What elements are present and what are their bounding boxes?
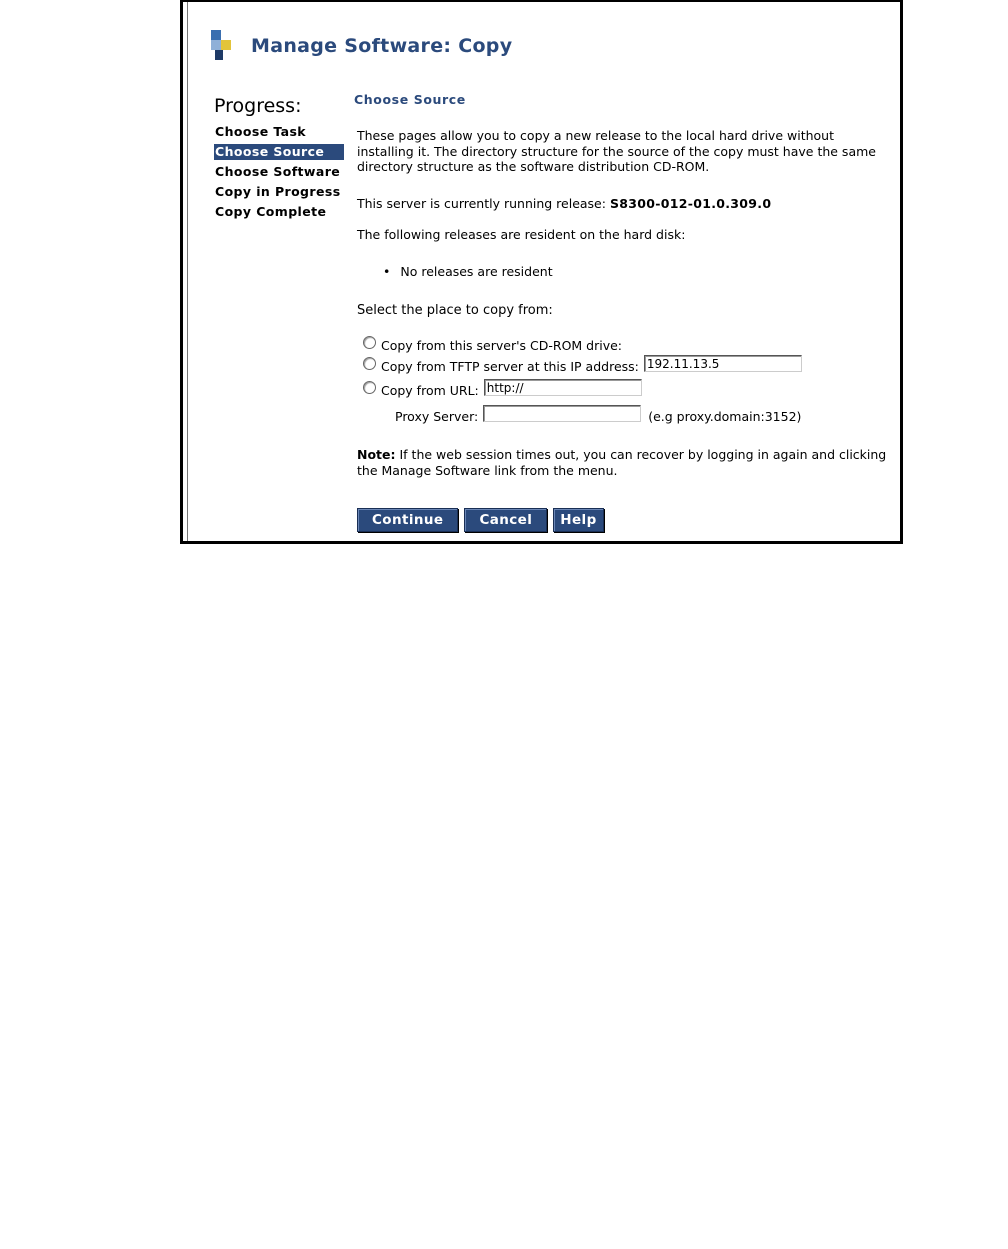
proxy-label: Proxy Server: [395, 409, 479, 424]
cancel-button[interactable]: Cancel [464, 508, 547, 532]
progress-steps [214, 122, 344, 222]
button-bar [357, 508, 604, 532]
cdrom-radio[interactable] [363, 336, 376, 349]
continue-button[interactable]: Continue [357, 508, 458, 532]
window-edge-marker [900, 500, 903, 508]
resident-releases-list [383, 264, 553, 279]
progress-heading: Progress: [214, 95, 302, 117]
intro-text: These pages allow you to copy a new release to the local hard drive without installing it. The directory structure for the source of the copy must have the same directory structure as the software distribution CD-ROM. [357, 128, 876, 174]
window-content [187, 2, 900, 541]
proxy-hint: (e.g proxy.domain:3152) [648, 409, 802, 424]
proxy-row [395, 408, 801, 425]
progress-step-choose-source: Choose Source [214, 144, 344, 160]
running-release-label: This server is currently running release: [357, 196, 606, 211]
running-release-value: S8300-012-01.0.309.0 [609, 196, 772, 211]
select-source-label: Select the place to copy from: [357, 303, 553, 318]
url-radio[interactable] [363, 381, 376, 394]
proxy-input[interactable] [483, 405, 641, 422]
option-tftp [363, 358, 802, 375]
resident-releases-label: The following releases are resident on the hard disk: [357, 227, 686, 242]
note-text [357, 447, 887, 478]
url-input[interactable] [484, 379, 642, 396]
note-label: Note: [357, 447, 396, 462]
cdrom-label[interactable]: Copy from this server's CD-ROM drive: [381, 338, 623, 353]
progress-step-copy-complete: Copy Complete [215, 204, 327, 219]
list-item: • No releases are resident [383, 264, 553, 279]
progress-step-choose-task: Choose Task [215, 124, 307, 139]
running-release-line [357, 196, 771, 211]
page-title: Manage Software: Copy [251, 35, 513, 57]
tftp-ip-input[interactable] [644, 355, 802, 372]
option-cdrom [363, 338, 622, 353]
window-edge-marker [900, 20, 903, 28]
note-body: If the web session times out, you can recover by logging in again and clicking the Manage Software link from the menu. [357, 447, 887, 478]
avaya-blocks-icon [211, 30, 235, 62]
progress-step-choose-software: Choose Software [215, 164, 341, 179]
tftp-radio[interactable] [363, 357, 376, 370]
option-url [363, 382, 642, 399]
url-label[interactable]: Copy from URL: [381, 383, 479, 398]
section-heading: Choose Source [354, 92, 466, 107]
help-button[interactable]: Help [553, 508, 603, 532]
tftp-label[interactable]: Copy from TFTP server at this IP address: [381, 359, 639, 374]
progress-step-copy-in-progress: Copy in Progress [215, 184, 341, 199]
app-window [180, 0, 903, 544]
